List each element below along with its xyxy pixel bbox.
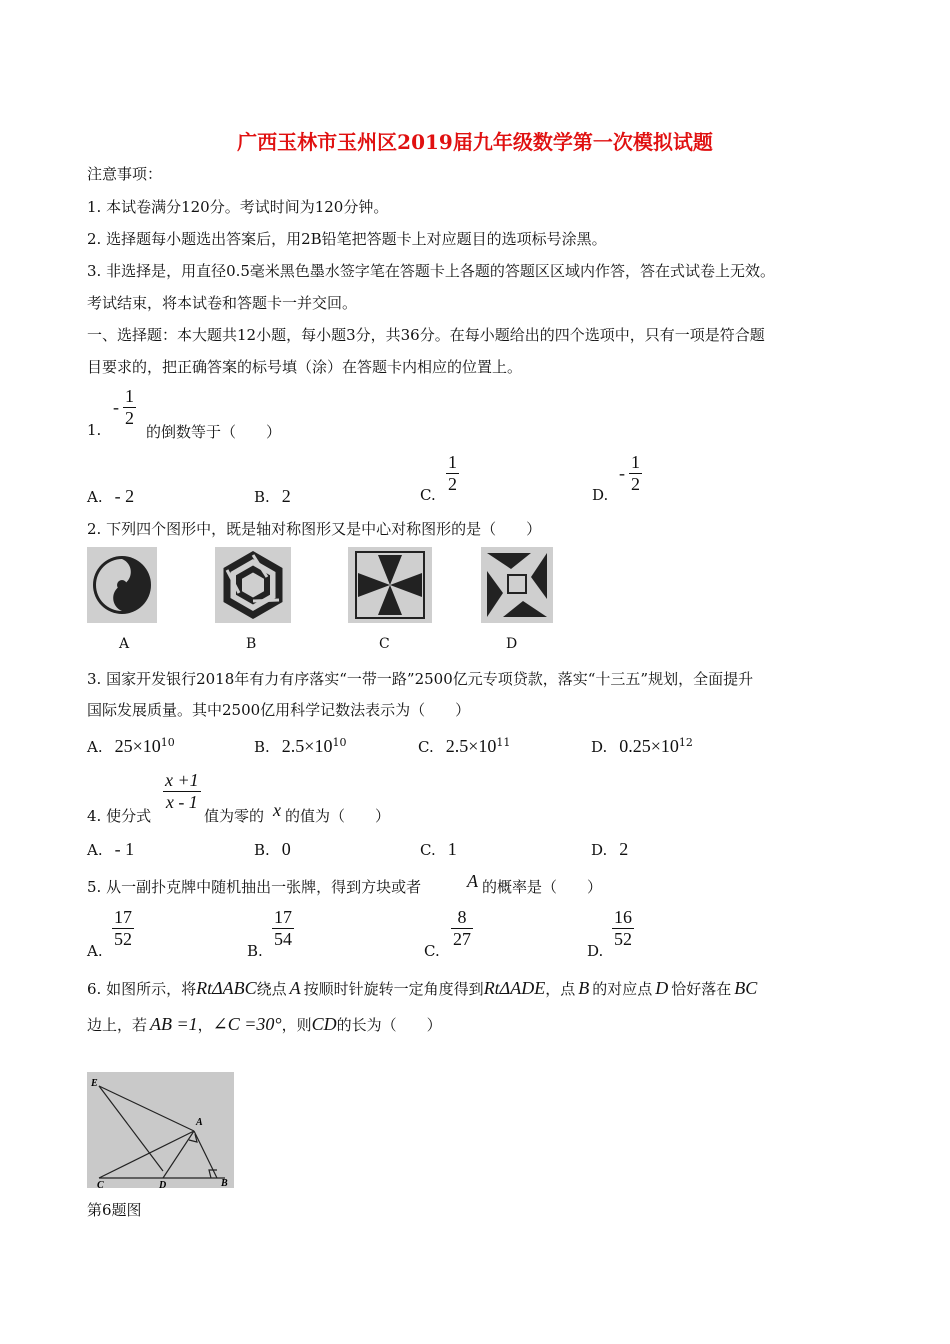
q3-c-base: 2.5×10 xyxy=(445,736,497,756)
q5-d-label: D. xyxy=(587,942,604,960)
q5-d-fraction xyxy=(612,907,634,949)
q3-b-label: B. xyxy=(254,738,270,756)
notice-item-2: 2. 选择题每小题选出答案后，用2B铅笔把答题卡上对应题目的选项标号涂黑。 xyxy=(87,230,607,248)
q1-b-label: B. xyxy=(254,488,270,506)
q6-line1 xyxy=(87,978,757,999)
q5-c-label: C. xyxy=(424,942,440,960)
q5-b-label: B. xyxy=(247,942,263,960)
q3-d-base: 0.25×10 xyxy=(619,736,679,756)
q6-math-rtade: RtΔADE xyxy=(483,978,546,998)
q2-label-c: C xyxy=(379,636,390,652)
q5-suffix: 的概率是（ ） xyxy=(482,878,603,896)
q6-text-10: 的长为（ ） xyxy=(336,1016,442,1034)
q1-c-num: 1 xyxy=(448,452,457,472)
q6-label-e: E xyxy=(91,1078,98,1089)
q6-text-7: 边上，若 xyxy=(87,1016,148,1034)
q2-figure-b xyxy=(215,547,291,623)
q6-label-b: B xyxy=(221,1178,228,1188)
q2-label-d: D xyxy=(506,636,518,652)
q6-math-b: B xyxy=(578,978,590,998)
q1-option-c-label: C. xyxy=(420,486,436,504)
q6-math-ab: AB =1 xyxy=(150,1014,198,1034)
q4-option-c xyxy=(420,839,457,860)
q6-math-a: A xyxy=(289,978,301,998)
q4-a-value: - 1 xyxy=(114,839,135,859)
q3-line1: 3. 国家开发银行2018年有力有序落实“一带一路”2500亿元专项贷款，落实“十三五”规划，全面提升 xyxy=(87,670,754,688)
q4-b-value: 0 xyxy=(281,839,291,859)
q4-c-label: C. xyxy=(420,841,436,859)
q6-figure xyxy=(87,1072,234,1188)
q6-math-rtabc: RtΔABC xyxy=(196,978,257,998)
q1-frac-num: 1 xyxy=(125,386,134,406)
q1-a-value: - 2 xyxy=(114,486,135,506)
q3-c-exp: 11 xyxy=(496,736,511,749)
section1-line2: 目要求的，把正确答案的标号填（涂）在答题卡内相应的位置上。 xyxy=(87,358,523,376)
q6-math-d: D xyxy=(655,978,669,998)
q1-neg: - xyxy=(113,397,119,417)
q5-b-fraction xyxy=(272,907,294,949)
q1-option-d-label: D. xyxy=(592,486,609,504)
notice-item-1: 1. 本试卷满分120分。考试时间为120分钟。 xyxy=(87,198,389,216)
notice-item-4: 考试结束，将本试卷和答题卡一并交回。 xyxy=(87,294,358,312)
q2-figure-d xyxy=(481,547,553,623)
notice-item-3: 3. 非选择是，用直径0.5毫米黑色墨水签字笔在答题卡上各题的答题区区域内作答，答在式试卷上无效。 xyxy=(87,262,775,280)
q4-prefix: 4. 使分式 xyxy=(87,807,152,825)
q6-text-6: 恰好落在 xyxy=(671,980,732,998)
notice-heading: 注意事项： xyxy=(87,165,163,183)
q4-a-label: A. xyxy=(87,841,103,859)
q5-prefix: 5. 从一副扑克牌中随机抽出一张牌，得到方块或者 xyxy=(87,878,422,896)
q6-line2 xyxy=(87,1014,442,1035)
q4-option-d xyxy=(591,839,628,860)
q3-d-label: D. xyxy=(591,738,608,756)
q5-b-den: 54 xyxy=(274,928,292,949)
q5-d-num: 16 xyxy=(614,907,632,927)
q6-math-angle-c: ∠C =30° xyxy=(212,1014,282,1034)
q3-c-label: C. xyxy=(418,738,434,756)
q4-c-value: 1 xyxy=(447,839,457,859)
q5-c-den: 27 xyxy=(453,928,471,949)
q5-c-num: 8 xyxy=(451,907,473,929)
q4-option-a xyxy=(87,839,134,860)
q3-option-a xyxy=(87,736,175,757)
q5-a-label: A. xyxy=(87,942,103,960)
q6-text-2: 绕点 xyxy=(256,980,287,998)
q6-math-bc: BC xyxy=(734,978,758,998)
q1-option-c-fraction xyxy=(446,452,459,494)
q3-a-label: A. xyxy=(87,738,103,756)
q1-c-den: 2 xyxy=(448,473,457,494)
q4-var: x xyxy=(273,800,281,820)
q5-var: A xyxy=(467,871,478,891)
q1-d-num: 1 xyxy=(631,452,640,472)
q1-option-a xyxy=(87,486,134,507)
q6-math-cd: CD xyxy=(311,1014,337,1034)
q4-option-b xyxy=(254,839,291,860)
q2-label-b: B xyxy=(246,636,257,652)
q3-option-d xyxy=(591,736,693,757)
q6-text-3: 按顺时针旋转一定角度得到 xyxy=(303,980,484,998)
q3-a-base: 25×10 xyxy=(114,736,161,756)
q1-b-value: 2 xyxy=(281,486,291,506)
q5-b-num: 17 xyxy=(274,907,292,927)
q6-text-5: 的对应点 xyxy=(592,980,653,998)
q3-b-base: 2.5×10 xyxy=(281,736,333,756)
q4-suffix: 的值为（ ） xyxy=(285,807,391,825)
q6-text-8: ， xyxy=(197,1016,213,1034)
q2-text: 2. 下列四个图形中，既是轴对称图形又是中心对称图形的是（ ） xyxy=(87,520,542,538)
q1-frac-den: 2 xyxy=(125,407,134,428)
q1-text: 的倒数等于（ ） xyxy=(146,423,282,441)
q6-label-c: C xyxy=(97,1180,104,1188)
q1-option-b xyxy=(254,486,291,507)
q3-line2: 国际发展质量。其中2500亿用科学记数法表示为（ ） xyxy=(87,701,471,719)
q1-a-label: A. xyxy=(87,488,103,506)
q5-c-fraction xyxy=(451,907,473,949)
page-title: 广西玉林市玉州区2019届九年级数学第一次模拟试题 xyxy=(237,130,713,154)
q4-fraction xyxy=(163,770,201,812)
q6-text-1: 6. 如图所示，将 xyxy=(87,980,197,998)
q5-a-den: 52 xyxy=(114,928,132,949)
q2-label-a: A xyxy=(119,636,130,652)
q3-option-c xyxy=(418,736,510,757)
q6-label-d: D xyxy=(159,1180,167,1188)
section1-line1: 一、选择题：本大题共12小题，每小题3分，共36分。在每小题给出的四个选项中，只有一项是符合题 xyxy=(87,326,765,344)
q3-a-exp: 10 xyxy=(160,736,175,749)
q2-figure-c xyxy=(348,547,432,623)
q6-text-9: ，则 xyxy=(281,1016,312,1034)
q4-b-label: B. xyxy=(254,841,270,859)
q5-a-num: 17 xyxy=(114,907,132,927)
q5-a-fraction xyxy=(112,907,134,949)
q1-fraction xyxy=(123,386,136,428)
q4-d-label: D. xyxy=(591,841,608,859)
q6-caption: 第6题图 xyxy=(87,1201,142,1219)
q5-d-den: 52 xyxy=(614,928,632,949)
q1-d-neg: - xyxy=(619,463,625,483)
q1-number: 1. xyxy=(87,421,102,439)
q4-frac-den: x - 1 xyxy=(165,791,198,812)
q3-b-exp: 10 xyxy=(332,736,347,749)
q6-text-4: ，点 xyxy=(545,980,576,998)
q1-option-d-fraction xyxy=(629,452,642,494)
q3-option-b xyxy=(254,736,346,757)
q4-d-value: 2 xyxy=(619,839,629,859)
q4-frac-num: x +1 xyxy=(165,770,199,790)
q2-figure-a xyxy=(87,547,157,623)
q4-mid: 值为零的 xyxy=(204,807,265,825)
q3-d-exp: 12 xyxy=(678,736,693,749)
q6-label-a: A xyxy=(196,1117,203,1128)
q1-d-den: 2 xyxy=(631,473,640,494)
